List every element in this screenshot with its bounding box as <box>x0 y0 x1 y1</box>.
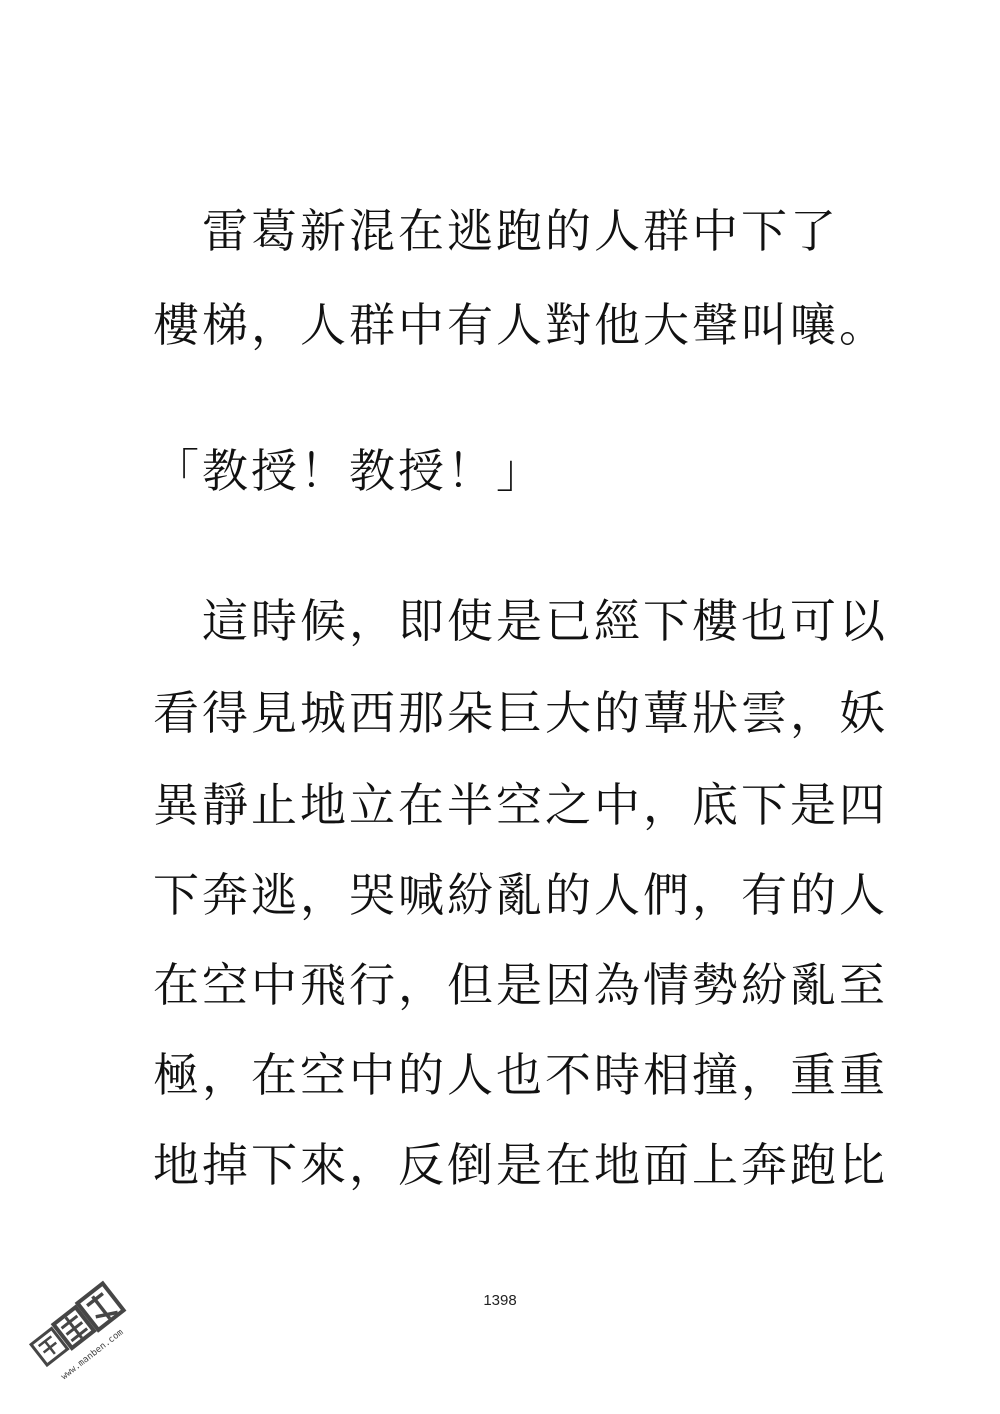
text-line: 異靜止地立在半空之中，底下是四 <box>153 778 888 832</box>
text-line: 在空中飛行，但是因為情勢紛亂至 <box>153 958 888 1012</box>
text-line: 雷葛新混在逃跑的人群中下了 <box>153 204 839 258</box>
watermark-url: www.manben.com <box>59 1327 126 1383</box>
text-line: 樓梯，人群中有人對他大聲叫嚷。 <box>153 298 888 352</box>
text-line: 下奔逃，哭喊紛亂的人們，有的人 <box>153 868 888 922</box>
page-number: 1398 <box>483 1292 517 1309</box>
manben-logo-icon <box>12 1255 162 1405</box>
text-line: 地掉下來，反倒是在地面上奔跑比 <box>153 1138 888 1192</box>
text-line: 這時候，即使是已經下樓也可以 <box>153 594 888 648</box>
watermark-logo <box>12 1255 162 1405</box>
text-line: 看得見城西那朵巨大的蕈狀雲，妖 <box>153 686 888 740</box>
text-line: 極，在空中的人也不時相撞，重重 <box>153 1048 888 1102</box>
text-line: 「教授！教授！」 <box>153 444 545 498</box>
